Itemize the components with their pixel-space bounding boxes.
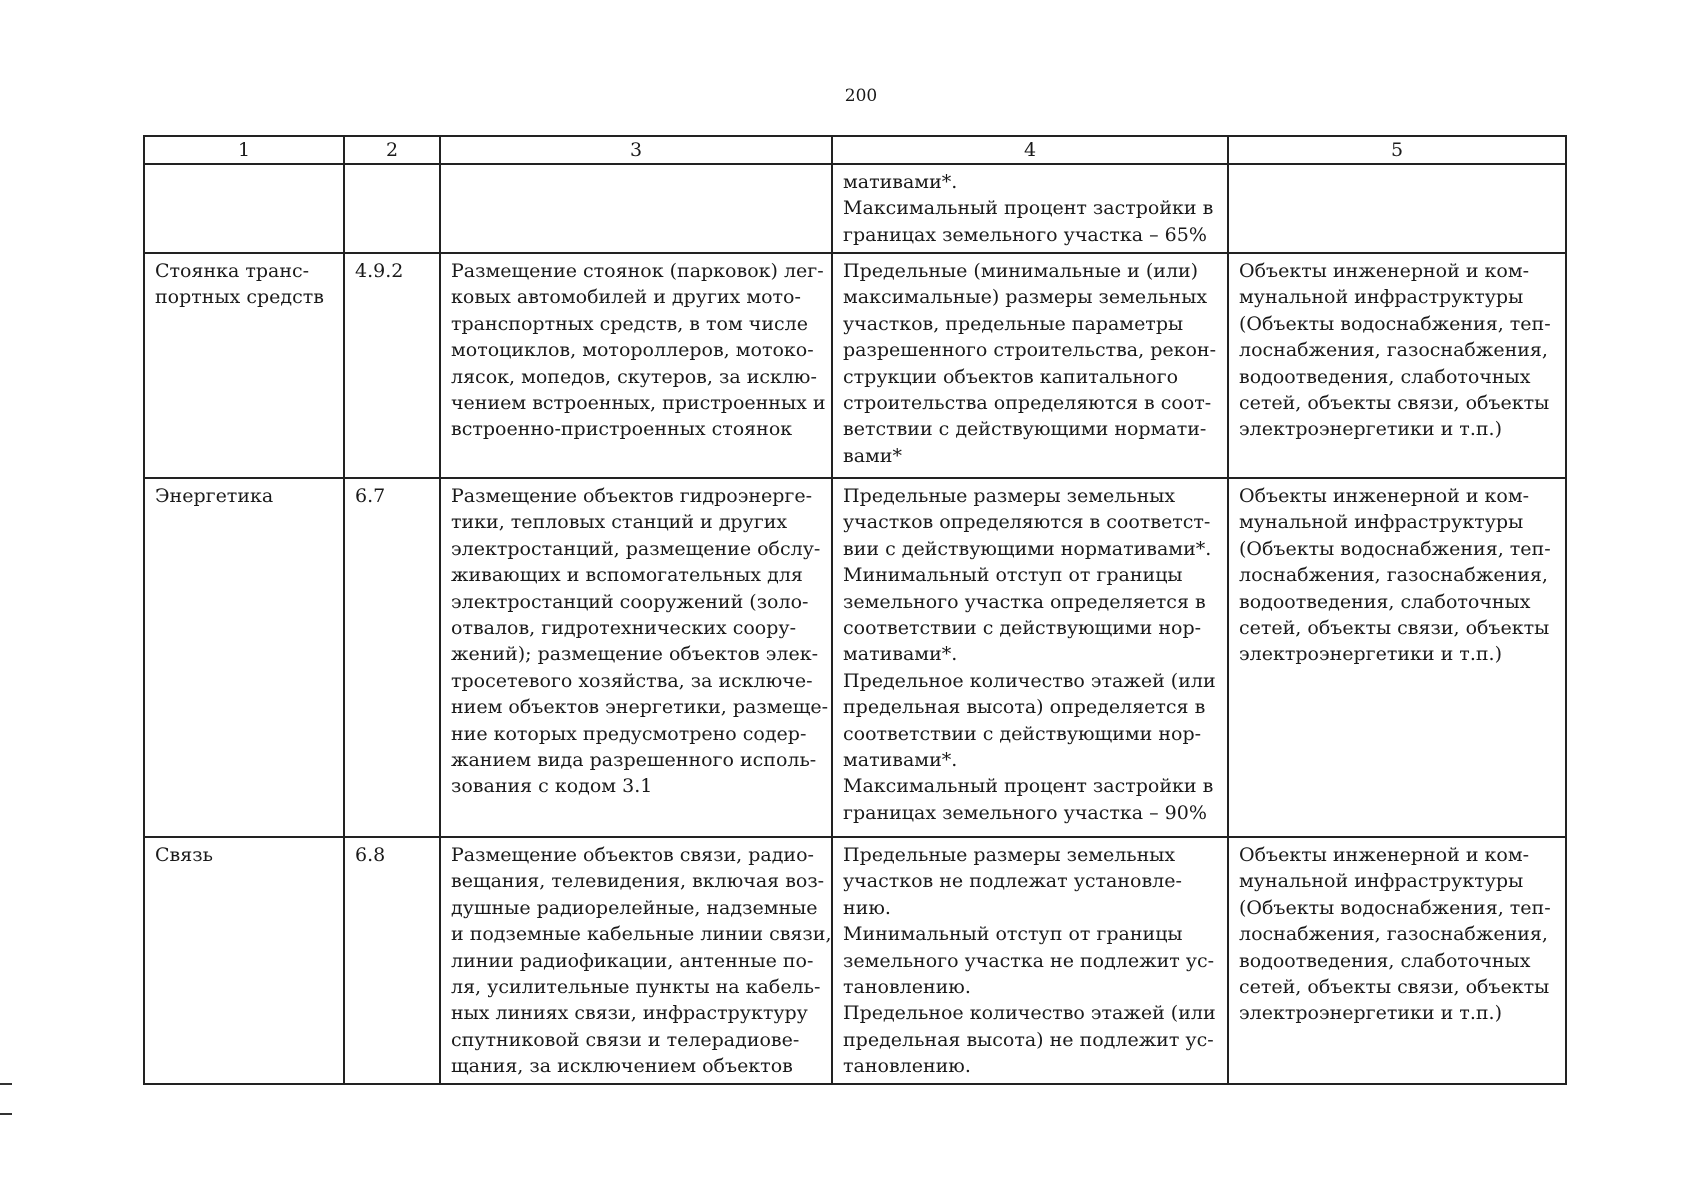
auxiliary-line: сетей, объекты связи, объекты (1239, 976, 1550, 999)
cell-code (344, 837, 440, 1084)
auxiliary-line: лоснабжения, газоснабжения, (1239, 339, 1548, 362)
auxiliary-line: лоснабжения, газоснабжения, (1239, 564, 1548, 587)
description-line: спутниковой связи и телерадиове- (451, 1028, 800, 1051)
parameters-line: Предельное количество этажей (или (843, 669, 1216, 692)
cell-name (144, 478, 344, 837)
description-line: душные радиорелейные, надземные (451, 896, 818, 919)
column-header-4: 4 (832, 136, 1228, 164)
description-line: электростанций, размещение обслу- (451, 537, 821, 560)
parameters-line: тановлению. (843, 976, 971, 999)
cell-code (344, 253, 440, 478)
parameters-line: участков не подлежат установле- (843, 870, 1182, 893)
description-line: вещания, телевидения, включая воз- (451, 870, 825, 893)
land-use-table (143, 135, 1567, 1085)
name-line: Энергетика (155, 485, 274, 507)
cell-code (344, 478, 440, 837)
auxiliary-line: водоотведения, слаботочных (1239, 949, 1531, 972)
description-line: зования с кодом 3.1 (451, 775, 653, 798)
cell-parameters (832, 837, 1228, 1084)
description-line: ние которых предусмотрено содер- (451, 722, 807, 745)
cell-auxiliary (1228, 478, 1566, 837)
cell-parameters (832, 164, 1228, 253)
parameters-line: Максимальный процент застройки в (843, 775, 1214, 798)
auxiliary-line: Объекты инженерной и ком- (1239, 844, 1530, 866)
description-line: лясок, мопедов, скутеров, за исклю- (451, 365, 817, 388)
description-line: Размещение объектов гидроэнерге- (451, 485, 813, 507)
column-header-1: 1 (144, 136, 344, 164)
parameters-line: Предельные размеры земельных (843, 844, 1176, 866)
description-line: тросетевого хозяйства, за исключе- (451, 669, 813, 692)
auxiliary-line: мунальной инфраструктуры (1239, 286, 1524, 309)
name-line: Стоянка транс- (155, 260, 310, 282)
parameters-line: Минимальный отступ от границы (843, 923, 1183, 946)
auxiliary-line: электроэнергетики и т.п.) (1239, 1002, 1502, 1025)
description-line: нием объектов энергетики, размеще- (451, 696, 829, 719)
table-row-parking (144, 253, 1566, 478)
parameters-line: разрешенного строительства, рекон- (843, 339, 1217, 362)
table-row-energy (144, 478, 1566, 837)
parameters-line: струкции объектов капитального (843, 365, 1179, 388)
description-line: жанием вида разрешенного исполь- (451, 749, 817, 772)
parameters-line: земельного участка не подлежит ус- (843, 949, 1215, 972)
parameters-line: участков определяются в соответст- (843, 511, 1211, 534)
parameters-line: Предельные размеры земельных (843, 485, 1176, 507)
auxiliary-line: водоотведения, слаботочных (1239, 590, 1531, 613)
cell-description (440, 478, 832, 837)
description-line: электростанций сооружений (золо- (451, 590, 809, 613)
auxiliary-line: мунальной инфраструктуры (1239, 870, 1524, 893)
description-line: ковых автомобилей и других мото- (451, 286, 801, 309)
parameters-line: ветствии с действующими нормати- (843, 418, 1207, 441)
auxiliary-line: Объекты инженерной и ком- (1239, 260, 1530, 282)
parameters-line: мативами*. (843, 171, 958, 193)
code-line: 6.7 (355, 485, 386, 507)
description-line: отвалов, гидротехнических соору- (451, 617, 796, 640)
auxiliary-line: (Объекты водоснабжения, теп- (1239, 312, 1551, 335)
parameters-line: нию. (843, 896, 891, 919)
cell-description (440, 253, 832, 478)
table-row-continuation (144, 164, 1566, 253)
table-row-communication (144, 837, 1566, 1084)
auxiliary-line: (Объекты водоснабжения, теп- (1239, 537, 1551, 560)
parameters-line: Предельные (минимальные и (или) (843, 260, 1199, 282)
description-line: мотоциклов, мотороллеров, мотоко- (451, 339, 814, 362)
parameters-line: предельная высота) определяется в (843, 696, 1206, 719)
cell-parameters (832, 253, 1228, 478)
parameters-line: Предельное количество этажей (или (843, 1002, 1216, 1025)
description-line: Размещение объектов связи, радио- (451, 844, 814, 866)
description-line: чением встроенных, пристроенных и (451, 392, 826, 415)
code-line: 4.9.2 (355, 260, 404, 282)
description-line: и подземные кабельные линии связи, (451, 923, 832, 946)
column-header-2: 2 (344, 136, 440, 164)
parameters-line: границах земельного участка – 65% (843, 223, 1207, 246)
page-number: 200 (844, 86, 878, 106)
parameters-line: строительства определяются в соот- (843, 392, 1212, 415)
description-line: ля, усилительные пункты на кабель- (451, 976, 821, 999)
cell-auxiliary (1228, 253, 1566, 478)
cell-code (344, 164, 440, 253)
cell-name (144, 164, 344, 253)
cell-auxiliary (1228, 164, 1566, 253)
description-line: Размещение стоянок (парковок) лег- (451, 260, 824, 282)
cell-description (440, 837, 832, 1084)
description-line: щания, за исключением объектов (451, 1055, 793, 1078)
auxiliary-line: сетей, объекты связи, объекты (1239, 617, 1550, 640)
parameters-line: соответствии с действующими нор- (843, 617, 1202, 640)
description-line: транспортных средств, в том числе (451, 312, 808, 335)
cell-description (440, 164, 832, 253)
cell-name (144, 253, 344, 478)
parameters-line: предельная высота) не подлежит ус- (843, 1028, 1214, 1051)
auxiliary-line: мунальной инфраструктуры (1239, 511, 1524, 534)
name-line: портных средств (155, 286, 324, 309)
parameters-line: мативами*. (843, 643, 958, 666)
cell-parameters (832, 478, 1228, 837)
description-line: живающих и вспомогательных для (451, 564, 803, 587)
auxiliary-line: лоснабжения, газоснабжения, (1239, 923, 1548, 946)
parameters-line: земельного участка определяется в (843, 590, 1206, 613)
parameters-line: Максимальный процент застройки в (843, 197, 1214, 220)
auxiliary-line: водоотведения, слаботочных (1239, 365, 1531, 388)
column-header-5: 5 (1228, 136, 1566, 164)
cell-name (144, 837, 344, 1084)
parameters-line: вами* (843, 444, 902, 467)
description-line: жений); размещение объектов элек- (451, 643, 818, 666)
margin-mark-lower (0, 1113, 12, 1115)
auxiliary-line: сетей, объекты связи, объекты (1239, 392, 1550, 415)
column-header-3: 3 (440, 136, 832, 164)
description-line: линии радиофикации, антенные по- (451, 949, 814, 972)
header-row (144, 136, 1566, 164)
parameters-line: мативами*. (843, 749, 958, 772)
auxiliary-line: электроэнергетики и т.п.) (1239, 418, 1502, 441)
description-line: тики, тепловых станций и других (451, 511, 788, 534)
auxiliary-line: (Объекты водоснабжения, теп- (1239, 896, 1551, 919)
description-line: ных линиях связи, инфраструктуру (451, 1002, 808, 1025)
parameters-line: тановлению. (843, 1055, 971, 1078)
auxiliary-line: Объекты инженерной и ком- (1239, 485, 1530, 507)
parameters-line: Минимальный отступ от границы (843, 564, 1183, 587)
description-line: встроенно-пристроенных стоянок (451, 418, 793, 441)
parameters-line: соответствии с действующими нор- (843, 722, 1202, 745)
parameters-line: границах земельного участка – 90% (843, 801, 1207, 824)
margin-mark-upper (0, 1083, 12, 1085)
name-line: Связь (155, 844, 213, 866)
parameters-line: максимальные) размеры земельных (843, 286, 1208, 309)
parameters-line: вии с действующими нормативами*. (843, 537, 1212, 560)
cell-auxiliary (1228, 837, 1566, 1084)
parameters-line: участков, предельные параметры (843, 312, 1184, 335)
auxiliary-line: электроэнергетики и т.п.) (1239, 643, 1502, 666)
code-line: 6.8 (355, 844, 386, 866)
